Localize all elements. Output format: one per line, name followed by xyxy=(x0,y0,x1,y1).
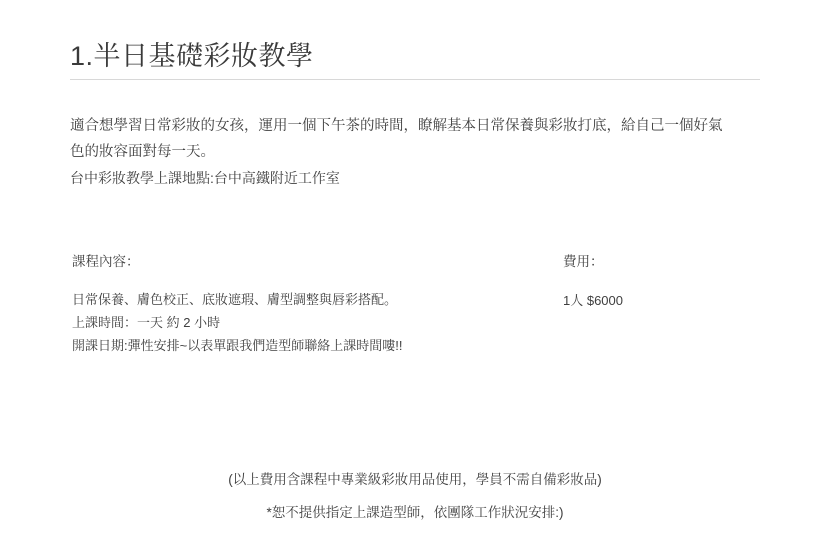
page-title: 1.半日基礎彩妝教學 xyxy=(70,41,314,72)
intro-line-2: 色的妝容面對每一天。 xyxy=(70,143,215,160)
price-list xyxy=(563,289,623,312)
footnotes xyxy=(0,463,830,529)
course-content-item: 日常保養、膚色校正、底妝遮瑕、膚型調整與唇彩搭配。 xyxy=(72,292,398,307)
course-content-heading: 課程內容： xyxy=(72,254,140,269)
intro-line-1: 適合想學習日常彩妝的女孩，運用一個下午茶的時間，瞭解基本日常保養與彩妝打底，給自己一個好氣 xyxy=(70,117,723,134)
class-location-text: 台中彩妝教學上課地點:台中高鐵附近工作室 xyxy=(70,170,340,186)
price-item: 1人 $6000 xyxy=(563,293,623,308)
title-divider xyxy=(70,79,760,80)
intro-paragraph xyxy=(70,113,762,165)
course-content-list xyxy=(72,288,542,357)
footnote-item: (以上費用含課程中專業級彩妝用品使用，學員不需自備彩妝品) xyxy=(228,472,602,487)
footnote-item: *恕不提供指定上課造型師，依團隊工作狀況安排:) xyxy=(266,505,564,520)
price-heading: 費用： xyxy=(563,254,604,269)
course-content-item: 上課時間：一天 約 2 小時 xyxy=(72,315,221,330)
course-content-item: 開課日期:彈性安排~以表單跟我們造型師聯絡上課時間嘍!! xyxy=(72,338,403,353)
